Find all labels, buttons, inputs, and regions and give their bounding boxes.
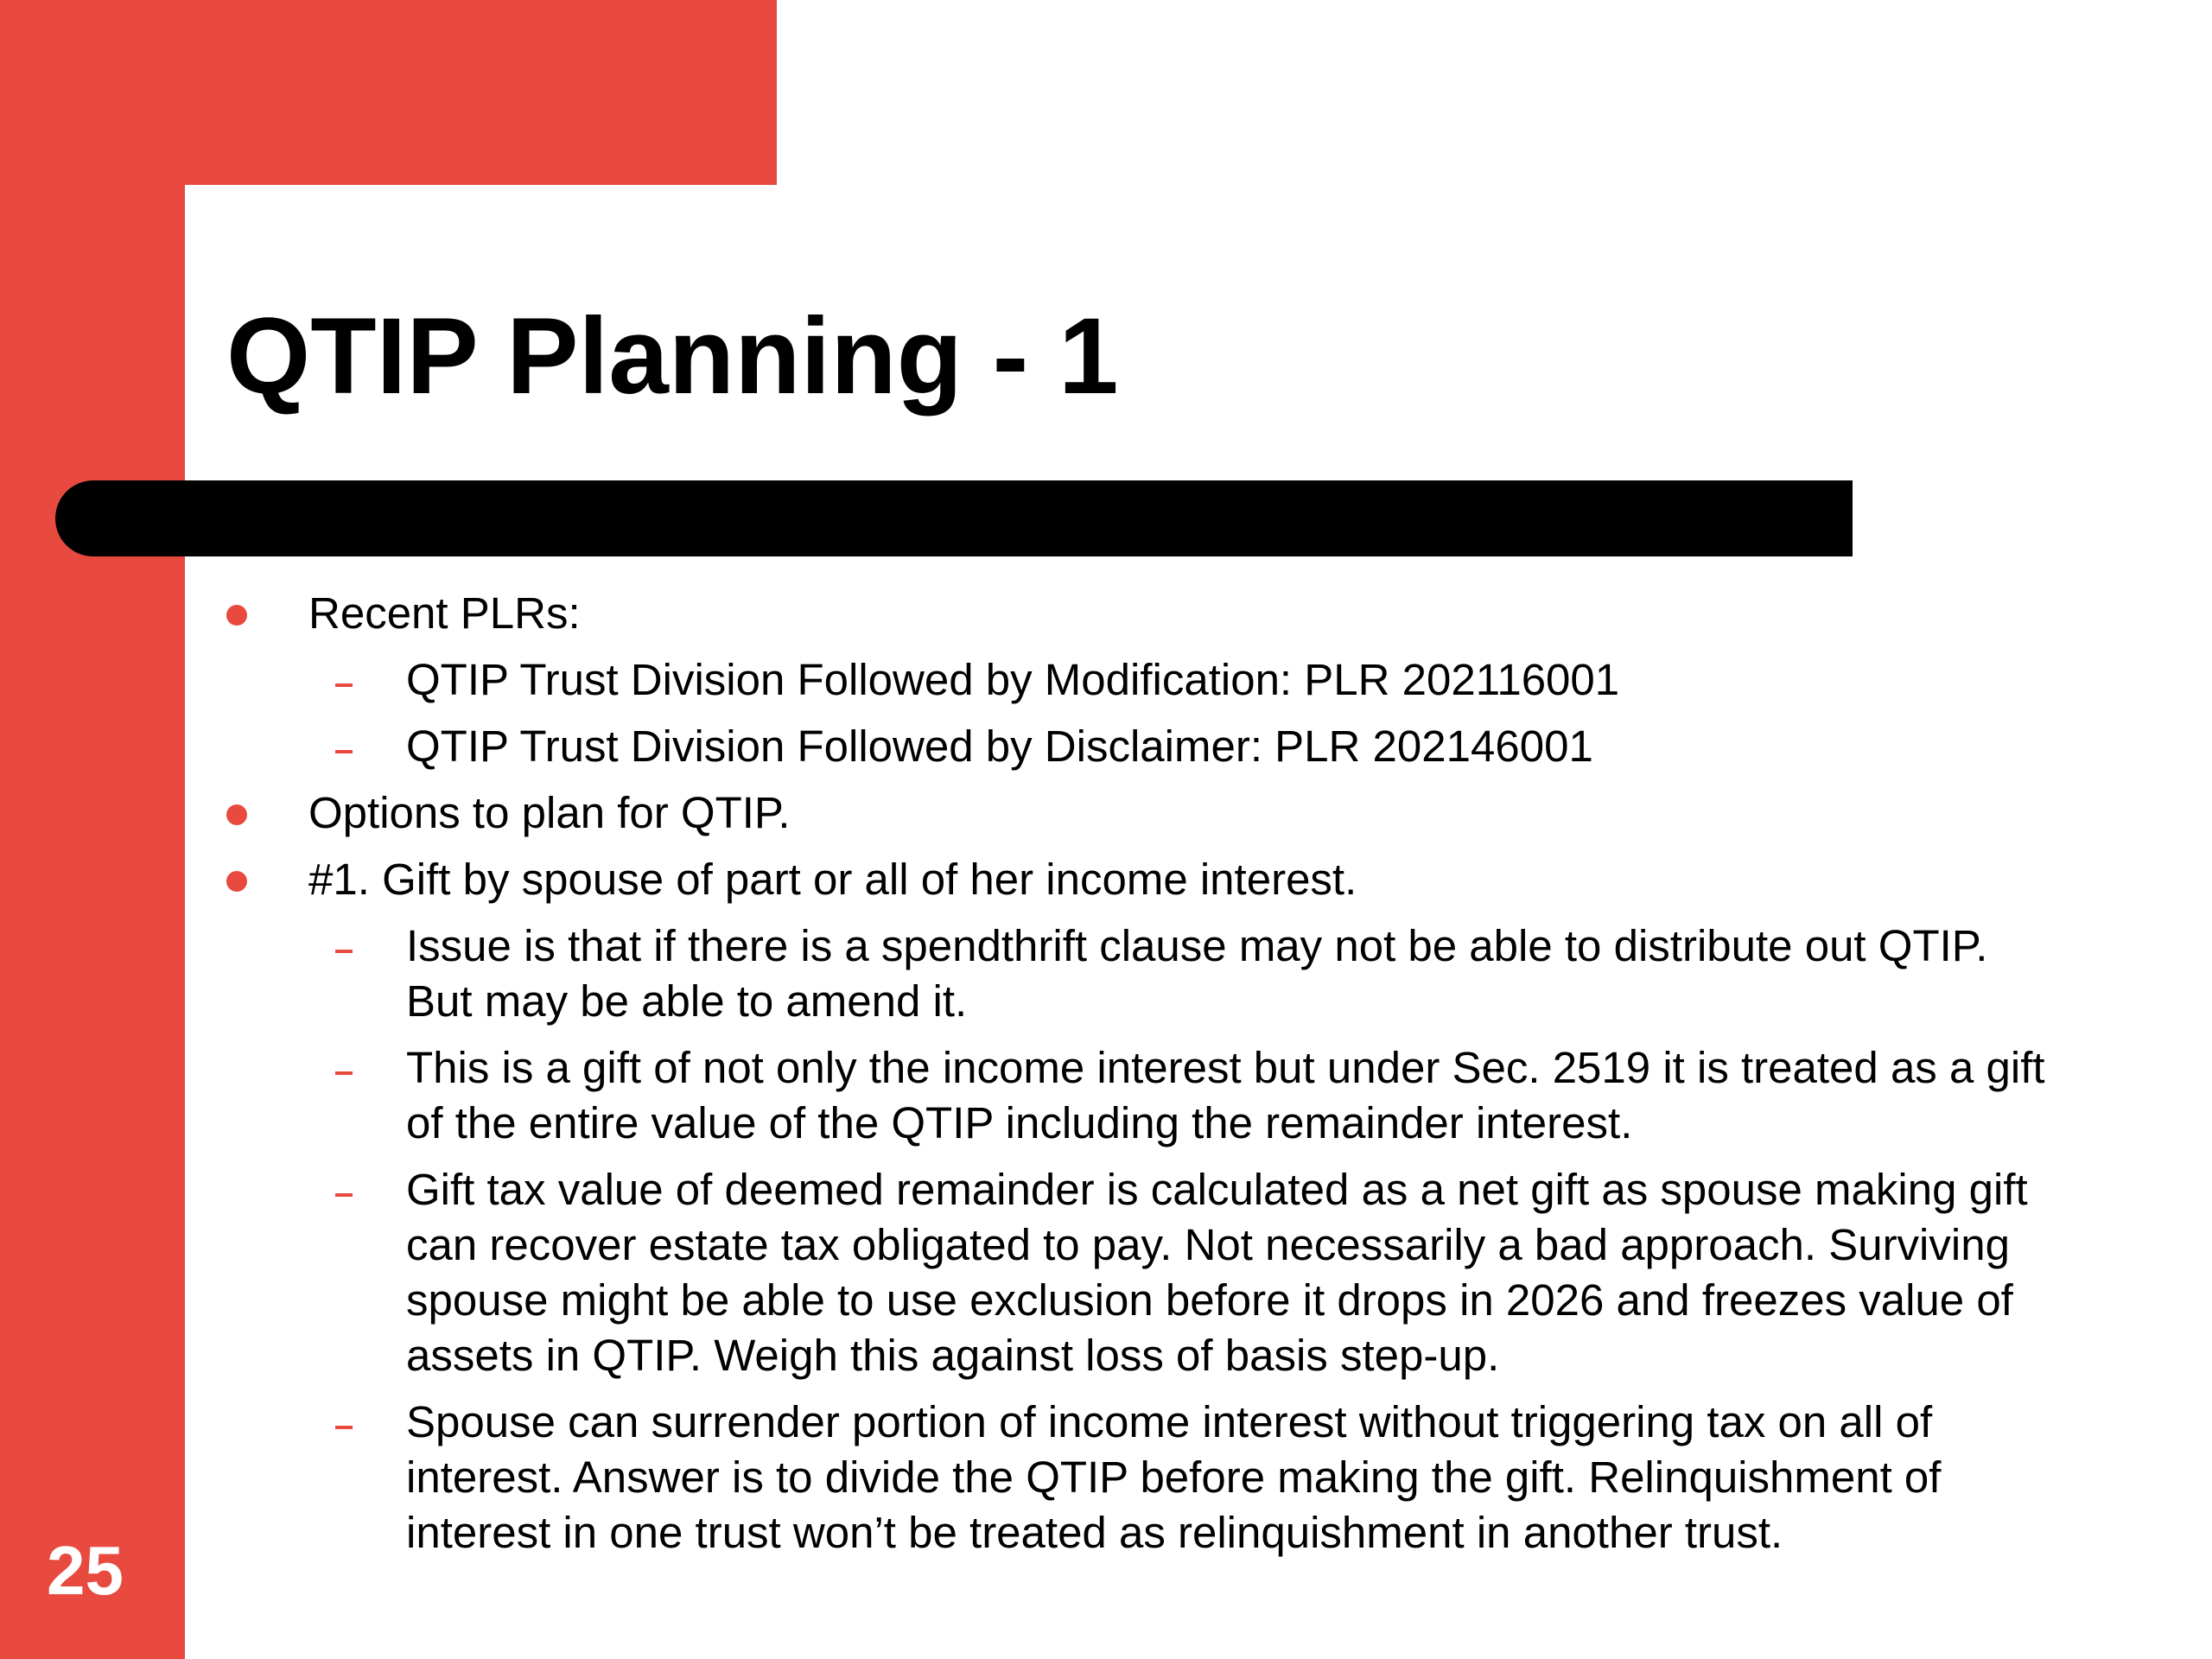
sub-bullet-item <box>0 719 2065 774</box>
bullet-dash-icon <box>335 950 353 953</box>
bullet-dot-icon <box>226 605 247 626</box>
bullet-item <box>0 586 2212 641</box>
bullet-dash-icon <box>335 1193 353 1197</box>
sub-bullet-item <box>0 1162 2065 1383</box>
bullet-text: Recent PLRs: <box>308 588 581 638</box>
bullet-item <box>0 785 2212 841</box>
sub-bullet-text: This is a gift of not only the income interest but under Sec. 2519 it is treated as a gift of the entire value of the QTIP including the remainder interest. <box>406 1043 2045 1147</box>
sub-bullet-text: Gift tax value of deemed remainder is calculated as a net gift as spouse making gift can recover estate tax obligated to pay. Not necessarily a bad approach. Surviving spouse might be able to use exclusion before it drops in 2026 and freezes value of assets in QTIP. Weigh this against loss of basis step-up. <box>406 1165 2028 1380</box>
bullet-list <box>0 586 2212 1572</box>
sub-bullet-text: Issue is that if there is a spendthrift clause may not be able to distribute out QTIP. But may be able to amend it. <box>406 921 1988 1026</box>
top-accent-band <box>0 0 777 185</box>
sub-bullet-item <box>0 1395 2065 1560</box>
slide-number: 25 <box>47 1532 124 1609</box>
sub-bullet-item <box>0 1040 2065 1151</box>
bullet-item <box>0 852 2212 907</box>
title-underline-bar <box>55 480 1853 556</box>
slide-title: QTIP Planning - 1 <box>226 296 1119 416</box>
sub-bullet-item <box>0 918 2065 1029</box>
sub-bullet-text: QTIP Trust Division Followed by Disclaimer: PLR 202146001 <box>406 721 1593 771</box>
bullet-dot-icon <box>226 871 247 892</box>
sub-bullet-item <box>0 652 2065 708</box>
bullet-text: Options to plan for QTIP. <box>308 788 791 837</box>
sub-bullet-text: QTIP Trust Division Followed by Modification: PLR 202116001 <box>406 655 1620 704</box>
sub-bullet-text: Spouse can surrender portion of income interest without triggering tax on all of interest. Answer is to divide the QTIP before making the gift. Relinquishment of interest in one trust won’t be treated as relinquishment in another trust. <box>406 1397 1942 1557</box>
bullet-dash-icon <box>335 1426 353 1429</box>
bullet-dash-icon <box>335 683 353 687</box>
bullet-dash-icon <box>335 1071 353 1075</box>
bullet-dot-icon <box>226 804 247 825</box>
bullet-dash-icon <box>335 750 353 753</box>
bullet-text: #1. Gift by spouse of part or all of her income interest. <box>308 855 1357 904</box>
